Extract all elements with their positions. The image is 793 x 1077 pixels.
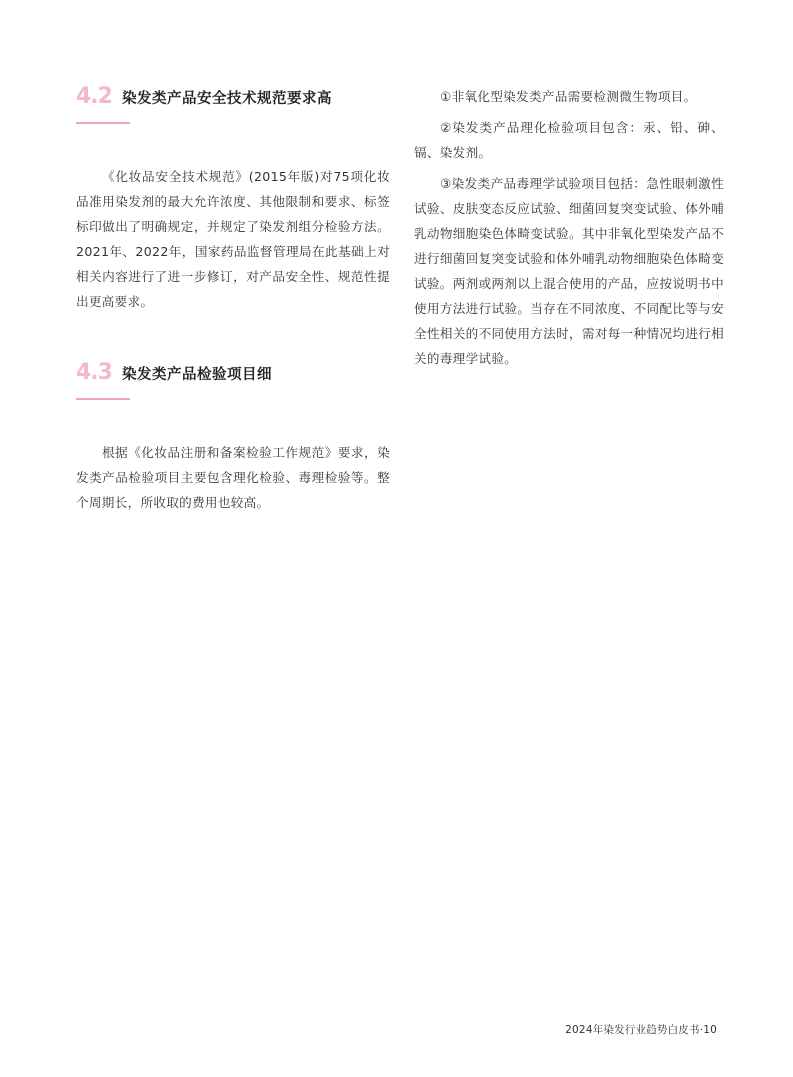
section-4-3 [76, 360, 390, 515]
section-paragraph: 《化妆品安全技术规范》(2015年版)对75项化妆品准用染发剂的最大允许浓度、其他限制和要求、标签标印做出了明确规定，并规定了染发剂组分检验方法。2021年、2022年，国家药品监督管理局在此基础上对相关内容进行了进一步修订，对产品安全性、规范性提出更高要求。 [76, 169, 390, 309]
heading-divider [76, 122, 130, 124]
section-heading [76, 360, 390, 385]
section-title: 染发类产品安全技术规范要求高 [121, 91, 332, 107]
list-item: ②染发类产品理化检验项目包含：汞、铅、砷、镉、染发剂。 [414, 120, 724, 160]
section-number: 4.3 [76, 360, 112, 385]
section-number: 4.2 [76, 84, 112, 109]
section-4-2 [76, 84, 390, 314]
heading-divider [76, 398, 130, 400]
section-title: 染发类产品检验项目细 [121, 367, 272, 383]
list-item: ①非氧化型染发类产品需要检测微生物项目。 [440, 89, 697, 104]
right-column [414, 84, 724, 377]
left-column [76, 84, 390, 515]
page-footer: 2024年染发行业趋势白皮书·10 [565, 1024, 717, 1036]
section-paragraph: 根据《化妆品注册和备案检验工作规范》要求，染发类产品检验项目主要包含理化检验、毒理检验等。整个周期长，所收取的费用也较高。 [76, 445, 390, 510]
section-heading [76, 84, 390, 109]
list-item: ③染发类产品毒理学试验项目包括：急性眼刺激性试验、皮肤变态反应试验、细菌回复突变试验、体外哺乳动物细胞染色体畸变试验。其中非氧化型染发产品不进行细菌回复突变试验和体外哺乳动物细胞染色体畸变试验。两剂或两剂以上混合使用的产品，应按说明书中使用方法进行试验。当存在不同浓度、不同配比等与安全性相关的不同使用方法时，需对每一种情况均进行相关的毒理学试验。 [414, 176, 724, 366]
